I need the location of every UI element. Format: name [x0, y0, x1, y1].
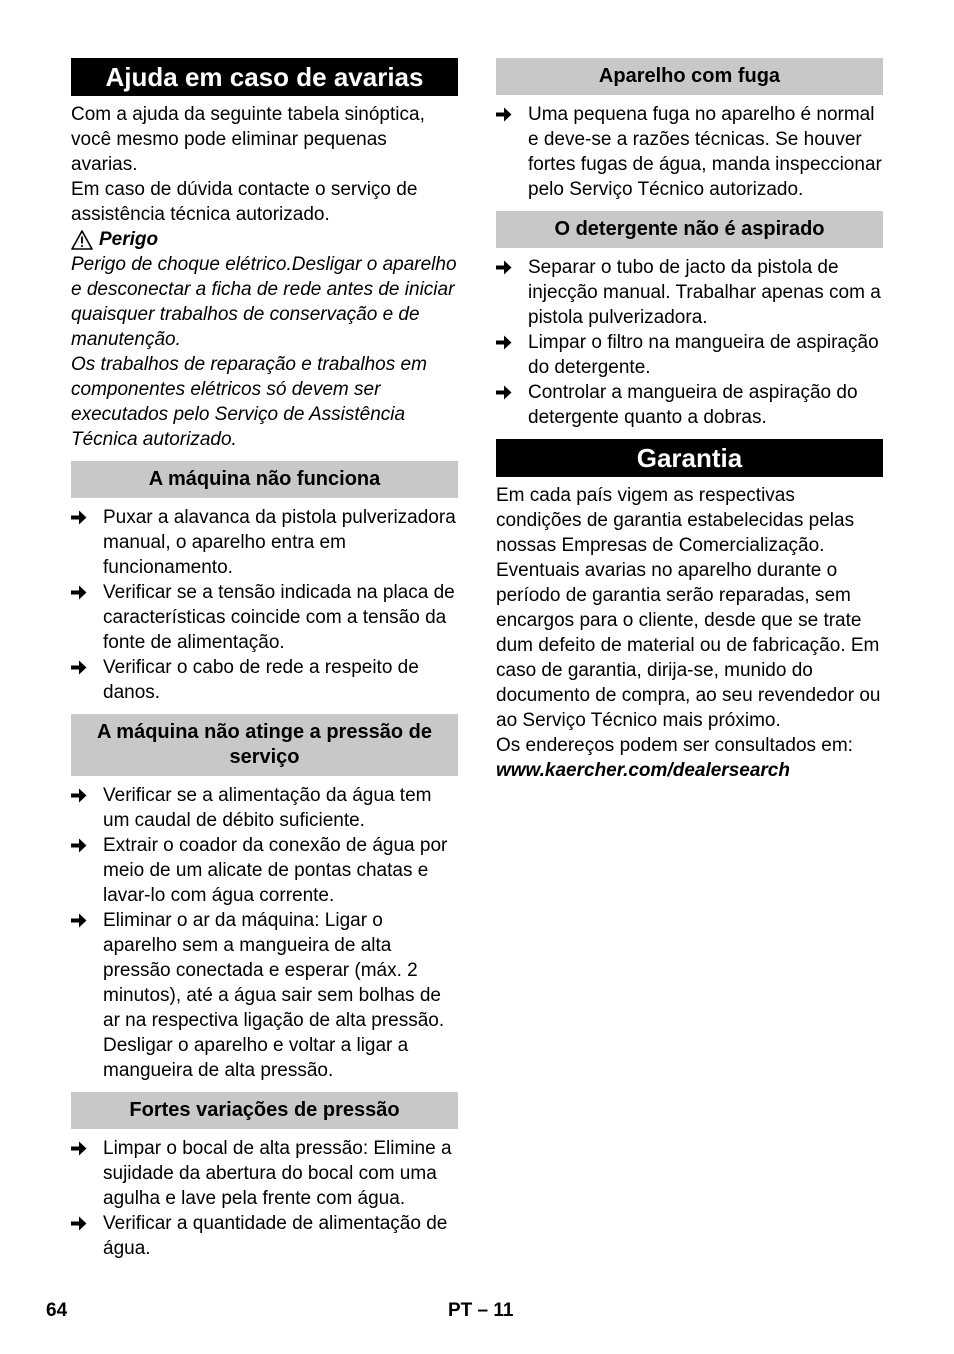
section-title-warranty: Garantia — [496, 439, 883, 477]
arrow-right-icon — [71, 783, 103, 833]
list-item — [71, 833, 458, 908]
arrow-right-icon — [71, 1136, 103, 1211]
danger-warning-title — [71, 227, 458, 252]
warranty-paragraph: Os endereços podem ser consultados em: — [496, 735, 853, 756]
list-item-text: Separar o tubo de jacto da pistola de injecção manual. Trabalhar apenas com a pistola pulverizadora. — [528, 257, 881, 328]
left-column — [71, 58, 458, 1261]
list-item — [496, 255, 883, 330]
arrow-right-icon — [496, 380, 528, 430]
intro-paragraph: Com a ajuda da seguinte tabela sinóptica, você mesmo pode eliminar pequenas avarias. — [71, 104, 425, 175]
list-item-text: Controlar a mangueira de aspiração do detergente quanto a dobras. — [528, 382, 858, 428]
list-item — [496, 102, 883, 202]
arrow-right-icon — [496, 255, 528, 330]
list-item-text: Verificar se a tensão indicada na placa de características coincide com a tensão da fonte de alimentação. — [103, 582, 455, 653]
arrow-right-icon — [71, 1211, 103, 1261]
warning-triangle-icon — [71, 230, 93, 250]
danger-text: Perigo de choque elétrico.Desligar o aparelho e desconectar a ficha de rede antes de iniciar quaisquer trabalhos de conservação e de manutenção. — [71, 254, 457, 350]
list-item-text: Limpar o bocal de alta pressão: Elimine a sujidade da abertura do bocal com uma agulha e lave pela frente com água. — [103, 1138, 452, 1209]
list-item — [71, 655, 458, 705]
list-item — [71, 505, 458, 580]
arrow-right-icon — [71, 580, 103, 655]
list-item-text: Extrair o coador da conexão de água por meio de um alicate de pontas chatas e lavar-lo com água corrente. — [103, 835, 448, 906]
remedy-list — [496, 102, 883, 202]
list-item-text: Uma pequena fuga no aparelho é normal e deve-se a razões técnicas. Se houver fortes fugas de água, manda inspeccionar pelo Serviço Técnico autorizado. — [528, 104, 882, 200]
danger-label: Perigo — [99, 229, 159, 250]
list-item-text: Puxar a alavanca da pistola pulverizadora manual, o aparelho entra em funcionamento. — [103, 507, 456, 578]
list-item — [71, 908, 458, 1083]
subheading-leaking-device: Aparelho com fuga — [496, 58, 883, 95]
remedy-list — [496, 255, 883, 430]
list-item-text: Verificar a quantidade de alimentação de água. — [103, 1213, 448, 1259]
warranty-paragraph: Em cada país vigem as respectivas condições de garantia estabelecidas pelas nossas Empresas de Comercialização. Eventuais avarias no aparelho durante o período de garantia serão reparadas, sem encargos para o cliente, desde que se trate dum defeito de material ou de fabricação. Em caso de garantia, dirija-se, munido do documento de compra, ao seu revendedor ou ao Serviço Técnico mais próximo. — [496, 485, 881, 731]
remedy-list — [71, 505, 458, 705]
arrow-right-icon — [71, 833, 103, 908]
list-item — [71, 783, 458, 833]
page-number: 64 — [46, 1300, 68, 1321]
list-item-text: Verificar se a alimentação da água tem um caudal de débito suficiente. — [103, 785, 432, 831]
arrow-right-icon — [496, 102, 528, 202]
dealer-search-link[interactable]: www.kaercher.com/dealersearch — [496, 760, 790, 781]
section-title-troubleshooting: Ajuda em caso de avarias — [71, 58, 458, 96]
list-item — [71, 1211, 458, 1261]
intro-paragraph: Em caso de dúvida contacte o serviço de assistência técnica autorizado. — [71, 179, 418, 225]
list-item — [496, 380, 883, 430]
list-item — [71, 1136, 458, 1211]
arrow-right-icon — [71, 655, 103, 705]
remedy-list — [71, 783, 458, 1083]
danger-text: Os trabalhos de reparação e trabalhos em componentes elétricos só devem ser executados pelo Serviço de Assistência Técnica autorizado. — [71, 354, 427, 450]
subheading-machine-not-working: A máquina não funciona — [71, 461, 458, 498]
subheading-pressure-not-reached: A máquina não atinge a pressão de serviço — [71, 714, 458, 776]
list-item-text: Limpar o filtro na mangueira de aspiração do detergente. — [528, 332, 879, 378]
right-column — [496, 58, 883, 783]
list-item — [496, 330, 883, 380]
list-item — [71, 580, 458, 655]
arrow-right-icon — [496, 330, 528, 380]
list-item-text: Verificar o cabo de rede a respeito de danos. — [103, 657, 419, 703]
language-page-label: PT – 11 — [448, 1300, 514, 1321]
subheading-pressure-variations: Fortes variações de pressão — [71, 1092, 458, 1129]
list-item-text: Eliminar o ar da máquina: Ligar o aparelho sem a mangueira de alta pressão conectada e esperar (máx. 2 minutos), até a água sair sem bolhas de ar na respectiva ligação de alta pressão. Desligar o aparelho e voltar a ligar a mangueira de alta pressão. — [103, 910, 445, 1081]
subheading-detergent-not-sucked: O detergente não é aspirado — [496, 211, 883, 248]
remedy-list — [71, 1136, 458, 1261]
arrow-right-icon — [71, 908, 103, 1083]
arrow-right-icon — [71, 505, 103, 580]
